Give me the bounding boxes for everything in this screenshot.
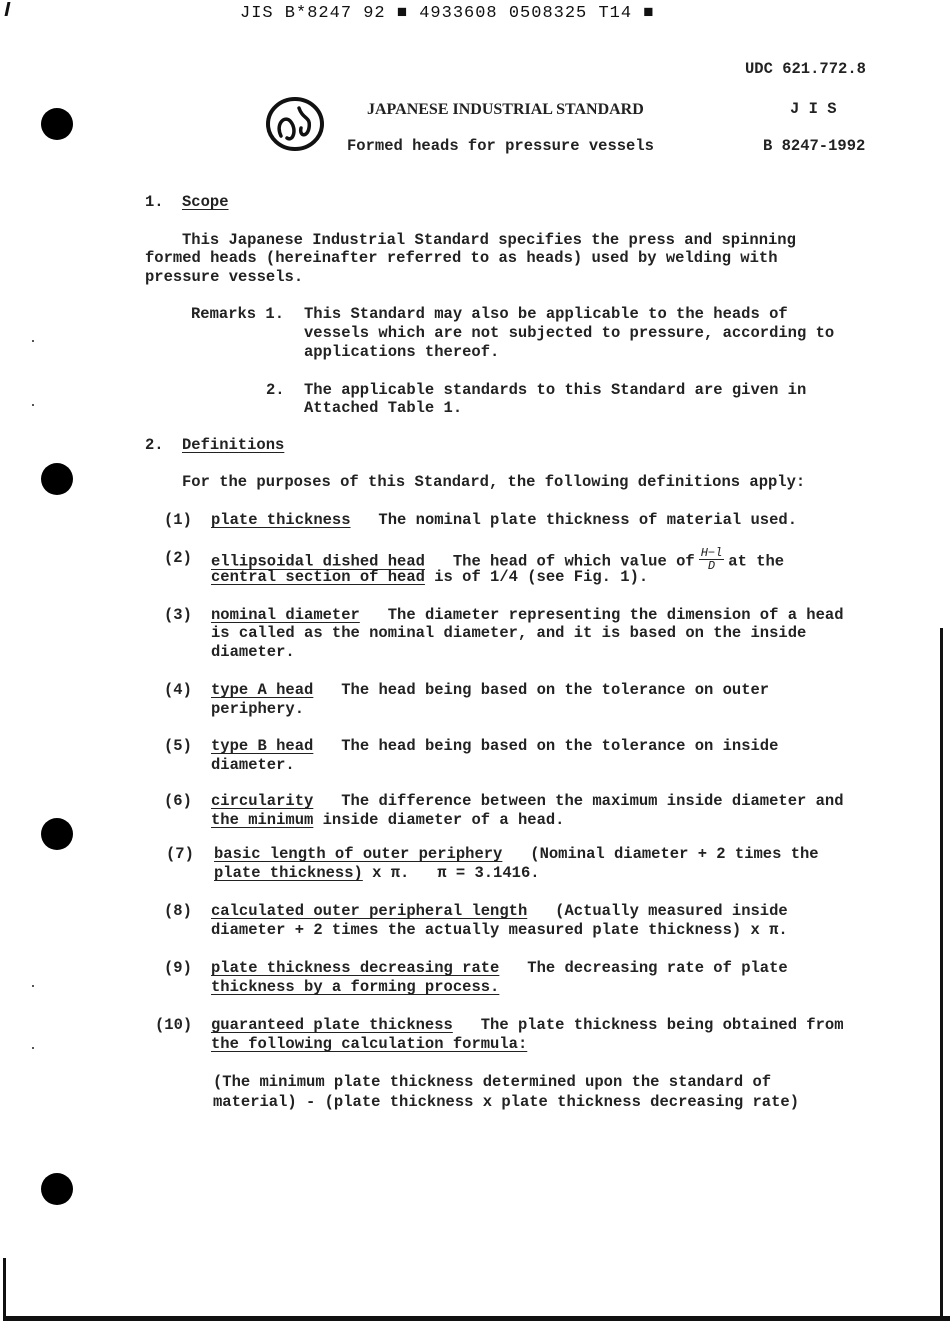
binder-hole-3 <box>41 818 73 850</box>
definition-number: (8) <box>164 902 192 920</box>
definition-item <box>211 511 797 530</box>
definition-number: (9) <box>164 959 192 977</box>
definition-continuation <box>211 568 648 587</box>
definition-number: (4) <box>164 681 192 699</box>
fraction-denominator: D <box>707 559 716 573</box>
definition-text: The head of which value of <box>424 552 695 571</box>
definition-item <box>211 902 788 921</box>
definition-text: The nominal plate thickness of material used. <box>350 511 798 529</box>
definition-text: The head being based on the tolerance on outer <box>313 681 770 699</box>
remark-line: vessels which are not subjected to pressure, according to <box>304 324 835 342</box>
scan-speck <box>32 1047 34 1049</box>
section-heading-scope: Scope <box>182 193 229 211</box>
section-number: 2. <box>145 436 164 454</box>
remarks-label: Remarks 1. <box>191 305 285 323</box>
definition-term: circularity <box>211 792 314 810</box>
section-heading-definitions: Definitions <box>182 436 285 454</box>
standard-organization: JAPANESE INDUSTRIAL STANDARD <box>367 101 644 118</box>
definition-number: (6) <box>164 792 192 810</box>
definition-number: (2) <box>164 549 192 567</box>
definition-continuation <box>211 1035 527 1054</box>
definition-number: (1) <box>164 511 192 529</box>
definition-continuation: diameter. <box>211 756 295 774</box>
paragraph-line: formed heads (hereinafter referred to as heads) used by welding with <box>145 249 778 267</box>
remark-line: Attached Table 1. <box>304 399 463 417</box>
scan-speck <box>32 340 34 342</box>
definition-term-continued: the minimum <box>211 811 314 829</box>
definition-number: (5) <box>164 737 192 755</box>
definition-item <box>211 1016 844 1035</box>
definition-continuation: diameter. <box>211 643 295 661</box>
scan-left-border <box>3 1258 6 1320</box>
definition-text: (Nominal diameter + 2 times the <box>502 845 819 863</box>
definitions-intro: For the purposes of this Standard, the following definitions apply: <box>182 473 806 491</box>
jis-logo <box>263 94 329 154</box>
definition-text: is of 1/4 (see Fig. 1). <box>424 568 649 586</box>
definition-term: guaranteed plate thickness <box>211 1016 453 1034</box>
definition-continuation <box>214 864 540 883</box>
definition-term-continued: the following calculation formula: <box>211 1035 528 1053</box>
definition-text: at the <box>728 552 785 571</box>
definition-item <box>211 959 788 978</box>
definition-term-continued: central section of head <box>211 568 425 586</box>
paragraph-line: pressure vessels. <box>145 268 304 286</box>
remark-line: The applicable standards to this Standard are given in <box>304 381 807 399</box>
definition-term: type A head <box>211 681 314 699</box>
definition-continuation: is called as the nominal diameter, and it is based on the inside <box>211 624 807 642</box>
remark-line: This Standard may also be applicable to the heads of <box>304 305 788 323</box>
definition-term: ellipsoidal dished head <box>211 552 425 571</box>
definition-text: The head being based on the tolerance on inside <box>313 737 779 755</box>
udc-number: UDC 621.772.8 <box>745 60 866 78</box>
definition-term: basic length of outer periphery <box>214 845 503 863</box>
definition-item <box>211 792 844 811</box>
scan-corner-mark <box>5 2 11 16</box>
formula-line: (The minimum plate thickness determined upon the standard of <box>213 1073 772 1091</box>
definition-number: (10) <box>155 1016 193 1034</box>
definition-text: (Actually measured inside <box>527 902 788 920</box>
standard-number: B 8247-1992 <box>763 137 866 155</box>
definition-item <box>211 681 769 700</box>
definition-number: (7) <box>166 845 194 863</box>
scan-bottom-border <box>3 1316 950 1321</box>
definition-term-continued: thickness by a forming process. <box>211 978 500 996</box>
definition-continuation <box>211 978 499 997</box>
document-code: JIS B*8247 92 ■ 4933608 0508325 T14 ■ <box>240 4 655 23</box>
definition-continuation: diameter + 2 times the actually measured plate thickness) x π. <box>211 921 788 939</box>
formula-line: material) - (plate thickness x plate thickness decreasing rate) <box>213 1093 799 1111</box>
remark-number: 2. <box>266 381 285 399</box>
definition-term: plate thickness decreasing rate <box>211 959 500 977</box>
binder-hole-2 <box>41 463 73 495</box>
definition-term-continued: plate thickness) <box>214 864 363 882</box>
fraction <box>699 547 725 572</box>
definition-term: calculated outer peripheral length <box>211 902 528 920</box>
scan-speck <box>32 985 34 987</box>
binder-hole-1 <box>41 108 73 140</box>
scan-right-border <box>940 628 943 1320</box>
definition-text: The plate thickness being obtained from <box>452 1016 844 1034</box>
definition-term: type B head <box>211 737 314 755</box>
definition-text: The diameter representing the dimension of a head <box>359 606 844 624</box>
definition-text: The difference between the maximum inside diameter and <box>313 792 844 810</box>
definition-item <box>211 606 844 625</box>
paragraph-line: This Japanese Industrial Standard specifies the press and spinning <box>182 231 796 249</box>
binder-hole-4 <box>41 1173 73 1205</box>
definition-continuation <box>211 811 564 830</box>
definition-continuation: periphery. <box>211 700 305 718</box>
definition-text: inside diameter of a head. <box>313 811 565 829</box>
definition-number: (3) <box>164 606 192 624</box>
definition-text: x π. π = 3.1416. <box>362 864 540 882</box>
scan-speck <box>32 404 34 406</box>
section-number: 1. <box>145 193 164 211</box>
definition-item <box>211 737 778 756</box>
standard-subject: Formed heads for pressure vessels <box>347 137 654 155</box>
definition-text: The decreasing rate of plate <box>499 959 788 977</box>
definition-term: nominal diameter <box>211 606 360 624</box>
definition-item <box>214 845 819 864</box>
definition-term: plate thickness <box>211 511 351 529</box>
fraction-numerator: H−l <box>700 546 723 560</box>
jis-label: J I S <box>790 100 837 118</box>
remark-line: applications thereof. <box>304 343 500 361</box>
